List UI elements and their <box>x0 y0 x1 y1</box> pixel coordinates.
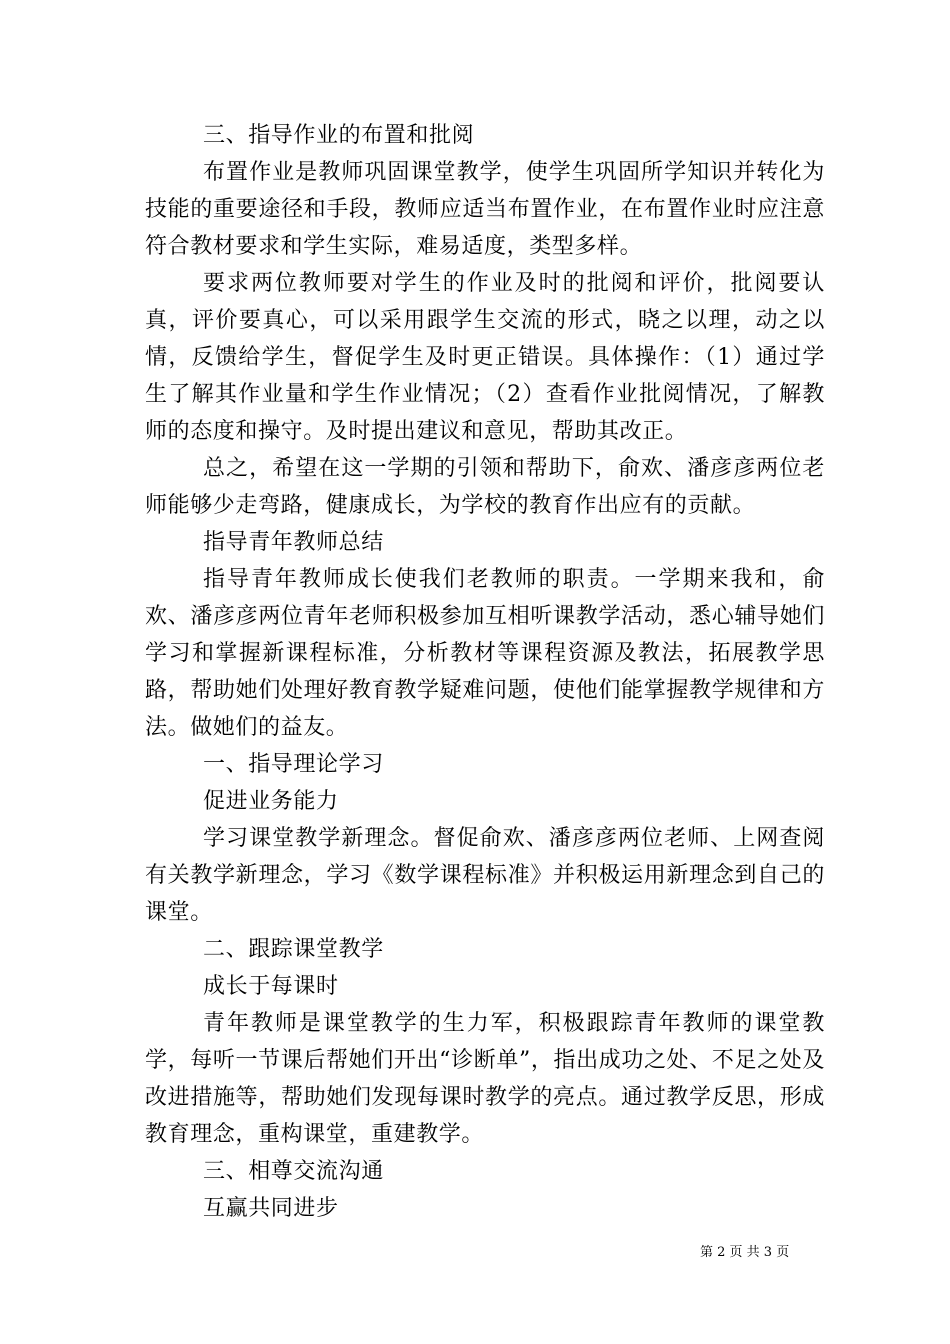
paragraph: 学习课堂教学新理念。督促俞欢、潘彦彦两位老师、上网查阅有关教学新理念，学习《数学课程标准》并积极运用新理念到自己的课堂。 <box>145 826 825 925</box>
document-body <box>145 117 825 1227</box>
sub-heading: 促进业务能力 <box>203 789 339 814</box>
section-heading: 一、指导理论学习 <box>203 752 384 777</box>
sub-heading: 互赢共同进步 <box>203 1196 339 1221</box>
paragraph: 青年教师是课堂教学的生力军，积极跟踪青年教师的课堂教学，每听一节课后帮她们开出“诊断单”，指出成功之处、不足之处及改进措施等，帮助她们发现每课时教学的亮点。通过教学反思，形成教育理念，重构课堂，重建教学。 <box>145 1011 825 1147</box>
paragraph: 指导青年教师成长使我们老教师的职责。一学期来我和，俞欢、潘彦彦两位青年老师积极参加互相听课教学活动，悉心辅导她们学习和掌握新课程标准，分析教材等课程资源及教法，拓展教学思路，帮助她们处理好教育教学疑难问题，使他们能掌握教学规律和方法。做她们的益友。 <box>145 567 825 740</box>
section-heading: 二、跟踪课堂教学 <box>203 937 384 962</box>
section-heading: 三、指导作业的布置和批阅 <box>203 123 475 148</box>
paragraph: 布置作业是教师巩固课堂教学，使学生巩固所学知识并转化为技能的重要途径和手段，教师应适当布置作业，在布置作业时应注意符合教材要求和学生实际，难易适度，类型多样。 <box>145 160 825 259</box>
paragraph: 总之，希望在这一学期的引领和帮助下，俞欢、潘彦彦两位老师能够少走弯路，健康成长，为学校的教育作出应有的贡献。 <box>145 456 825 518</box>
sub-heading: 成长于每课时 <box>203 974 339 999</box>
page-number: 第 2 页 共 3 页 <box>700 1245 790 1260</box>
section-heading: 指导青年教师总结 <box>203 530 384 555</box>
section-heading: 三、相尊交流沟通 <box>203 1159 384 1184</box>
paragraph: 要求两位教师要对学生的作业及时的批阅和评价，批阅要认真，评价要真心，可以采用跟学生交流的形式，晓之以理，动之以情，反馈给学生，督促学生及时更正错误。具体操作：（1）通过学生了解其作业量和学生作业情况；（2）查看作业批阅情况，了解教师的态度和操守。及时提出建议和意见，帮助其改正。 <box>145 271 825 444</box>
